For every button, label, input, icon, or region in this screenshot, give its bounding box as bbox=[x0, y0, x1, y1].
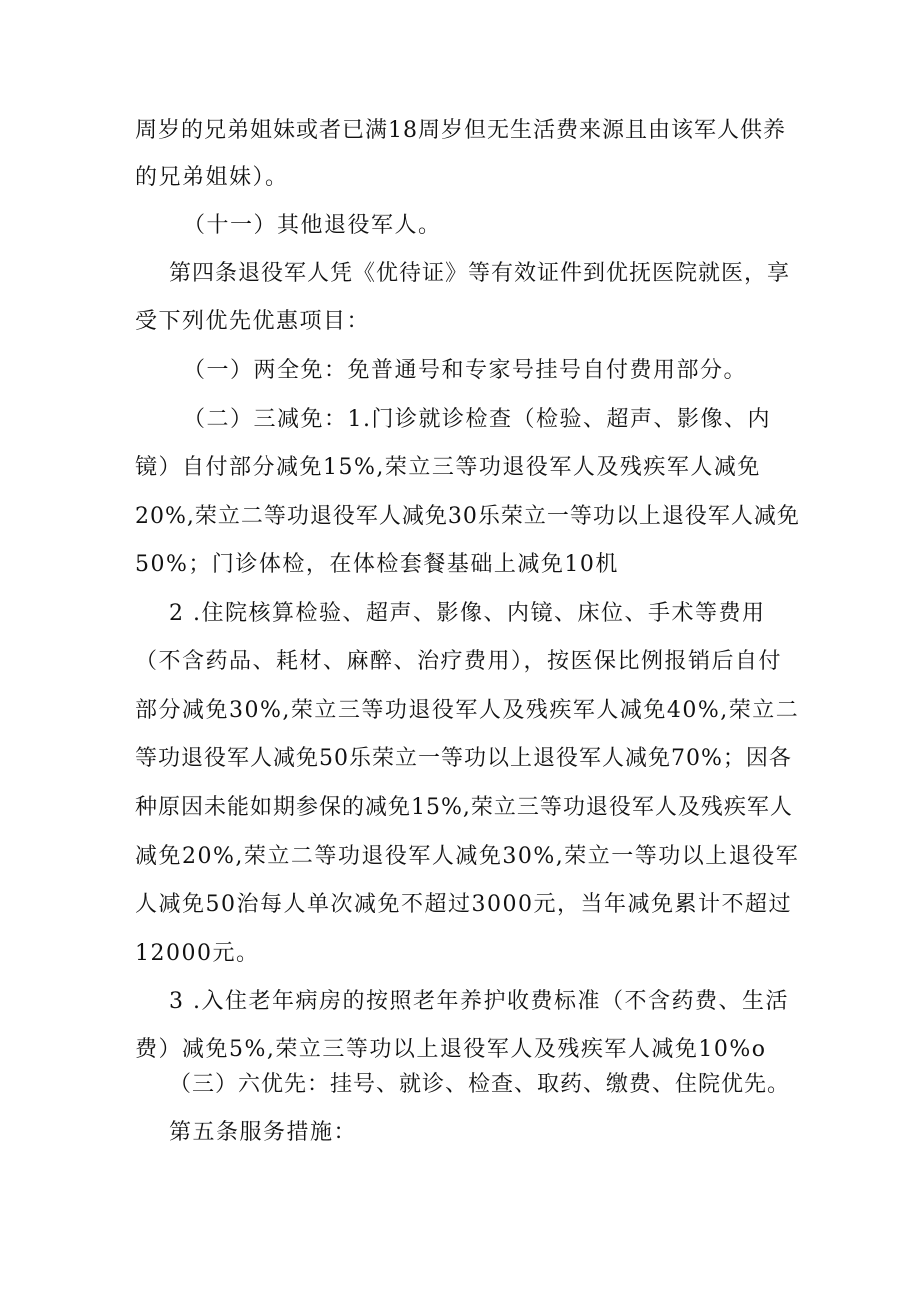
text-line: 人减免50治每人单次减免不超过3000元，当年减免累计不超过 bbox=[135, 892, 792, 917]
text-line: 第五条服务措施： bbox=[169, 1120, 358, 1145]
text-line: 镜）自付部分减免15%,荣立三等功退役军人及残疾军人减免 bbox=[135, 455, 761, 480]
text-line: 受下列优先优惠项目： bbox=[135, 309, 371, 334]
text-line: 3 .入住老年病房的按照老年养护收费标准（不含药费、生活 bbox=[169, 989, 789, 1014]
text-line: 部分减免30%,荣立三等功退役军人及残疾军人减免40%,荣立二 bbox=[135, 698, 800, 723]
text-line: 种原因未能如期参保的减免15%,荣立三等功退役军人及残疾军人 bbox=[135, 795, 793, 820]
text-line: （一）两全免：免普通号和专家号挂号自付费用部分。 bbox=[183, 358, 748, 383]
text-line: 2 .住院核算检验、超声、影像、内镜、床位、手术等费用 bbox=[169, 601, 766, 626]
text-line: （十一）其他退役军人。 bbox=[183, 213, 442, 238]
text-line: （三）六优先：挂号、就诊、检查、取药、缴费、住院优先。 bbox=[169, 1072, 791, 1097]
text-line: （二）三减免：1.门诊就诊检查（检验、超声、影像、内 bbox=[183, 407, 771, 432]
text-line: 的兄弟姐妹）。 bbox=[135, 165, 289, 190]
text-line: 周岁的兄弟姐妹或者已满18周岁但无生活费来源且由该军人供养 bbox=[135, 118, 786, 143]
text-line: 20%,荣立二等功退役军人减免30乐荣立一等功以上退役军人减免 bbox=[135, 504, 800, 529]
text-line: 第四条退役军人凭《优待证》等有效证件到优抚医院就医，享 bbox=[169, 261, 791, 286]
text-line: 费）减免5%,荣立三等功以上退役军人及残疾军人减免10%o bbox=[135, 1037, 767, 1062]
text-line: 50%；门诊体检，在体检套餐基础上减免10机 bbox=[135, 552, 619, 577]
text-line: 减免20%,荣立二等功退役军人减免30%,荣立一等功以上退役军 bbox=[135, 844, 800, 869]
text-line: （不含药品、耗材、麻醉、治疗费用），按医保比例报销后自付 bbox=[135, 649, 783, 674]
text-line: 12000元。 bbox=[135, 941, 260, 966]
text-line: 等功退役军人减免50乐荣立一等功以上退役军人减免70%；因各 bbox=[135, 746, 792, 771]
